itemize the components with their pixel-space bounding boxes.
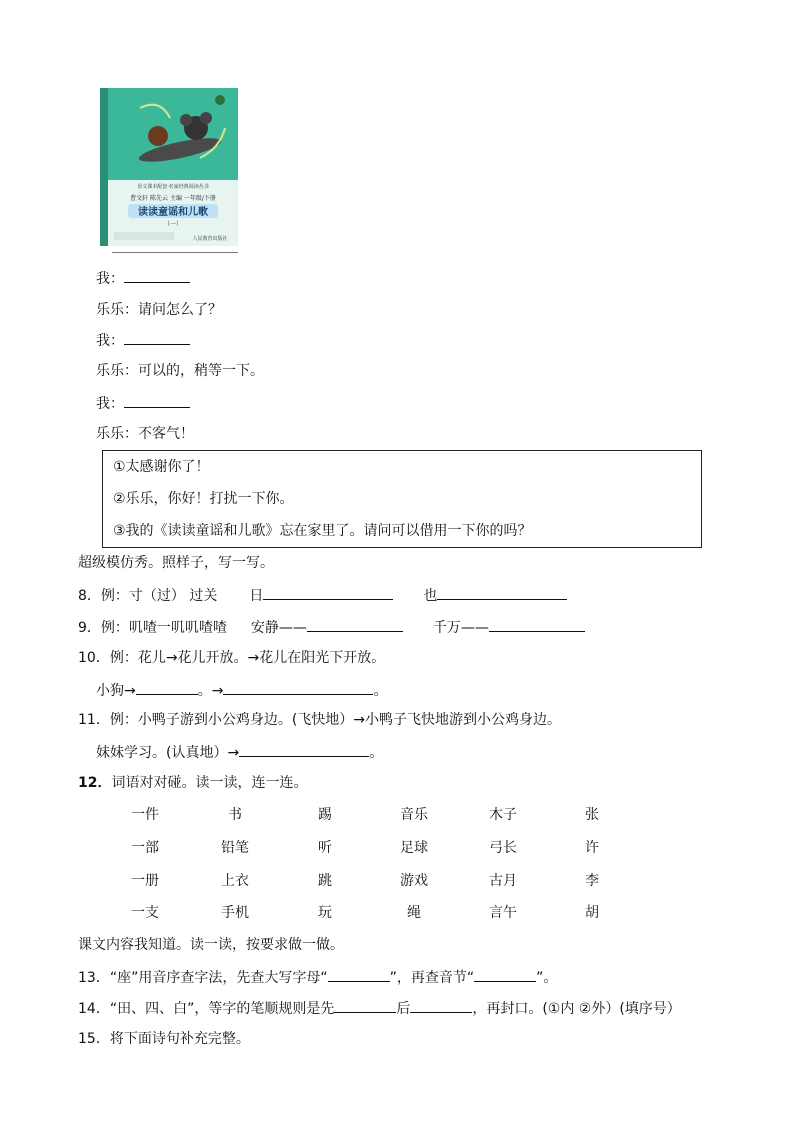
book-volume: （一）	[163, 221, 183, 228]
word[interactable]: 言午	[489, 905, 517, 921]
dialogue-line-3: 我：	[96, 330, 190, 351]
word[interactable]: 书	[228, 807, 242, 823]
word[interactable]: 一册	[131, 873, 159, 889]
answer-blank[interactable]	[124, 330, 190, 345]
answer-blank[interactable]	[474, 967, 536, 982]
question-13: 13．“座”用音序查字法，先查大写字母“ ”，再查音节“ ”。	[78, 967, 557, 988]
answer-blank[interactable]	[307, 617, 403, 632]
dialogue-line-1: 我：	[96, 268, 190, 289]
dialogue-line-5: 我：	[96, 393, 190, 414]
word[interactable]: 木子	[489, 807, 517, 823]
word[interactable]: 玩	[318, 905, 332, 921]
book-underline	[112, 252, 238, 253]
question-10-answer: 小狗→ 。→ 。	[96, 680, 387, 701]
question-14: 14．“田、四、白”，等字的笔顺规则是先 后 ，再封口。(①内 ②外）(填序号）	[78, 998, 681, 1019]
word[interactable]: 上衣	[221, 873, 249, 889]
answer-blank[interactable]	[328, 967, 390, 982]
word[interactable]: 胡	[585, 905, 599, 921]
section-text-heading: 课文内容我知道。读一读，按要求做一做。	[78, 937, 344, 953]
book-title: 读读童谣和儿歌	[138, 207, 208, 218]
word[interactable]: 绳	[407, 905, 421, 921]
answer-blank[interactable]	[124, 393, 190, 408]
answer-blank[interactable]	[136, 680, 198, 695]
question-11: 11．例：小鸭子游到小公鸡身边。(飞快地）→小鸭子飞快地游到小公鸡身边。	[78, 712, 562, 728]
question-11-answer: 妹妹学习。(认真地）→ 。	[96, 742, 383, 763]
word[interactable]: 手机	[221, 905, 249, 921]
answer-blank[interactable]	[124, 268, 190, 283]
word[interactable]: 跳	[318, 873, 332, 889]
section-imitate-heading: 超级模仿秀。照样子，写一写。	[78, 555, 274, 571]
answer-blank[interactable]	[223, 680, 373, 695]
answer-blank[interactable]	[239, 742, 369, 757]
question-9: 9．例：叽喳一叽叽喳喳 安静—— 千万——	[78, 617, 585, 638]
word[interactable]: 古月	[489, 873, 517, 889]
word[interactable]: 李	[585, 873, 599, 889]
book-authors: 曹文轩 陈先云 主编 一年级/下册	[130, 195, 216, 202]
answer-blank[interactable]	[489, 617, 585, 632]
word[interactable]: 听	[318, 840, 332, 856]
question-12: 12．词语对对碰。读一读，连一连。	[78, 775, 308, 791]
answer-blank[interactable]	[437, 585, 567, 600]
word[interactable]: 一部	[131, 840, 159, 856]
option-1: ①太感谢你了！	[113, 459, 210, 475]
word[interactable]: 足球	[400, 840, 428, 856]
option-3: ③我的《读读童谣和儿歌》忘在家里了。请问可以借用一下你的吗？	[113, 523, 532, 539]
word[interactable]: 许	[585, 840, 599, 856]
question-8: 8．例：寸（过） 过关 日 也	[78, 585, 567, 606]
word[interactable]: 张	[585, 807, 599, 823]
word[interactable]: 音乐	[400, 807, 428, 823]
dialogue-line-2: 乐乐：请问怎么了？	[96, 302, 222, 318]
word[interactable]: 一支	[131, 905, 159, 921]
answer-blank[interactable]	[263, 585, 393, 600]
book-publisher: 人民教育出版社	[192, 236, 228, 242]
word[interactable]: 一件	[131, 807, 159, 823]
dialogue-line-6: 乐乐：不客气！	[96, 426, 194, 442]
book-cover-image	[100, 88, 238, 246]
dialogue-line-4: 乐乐：可以的，稍等一下。	[96, 363, 264, 379]
option-2: ②乐乐，你好！打扰一下你。	[113, 491, 294, 507]
word[interactable]: 游戏	[400, 873, 428, 889]
word[interactable]: 铅笔	[221, 840, 249, 856]
word[interactable]: 踢	[318, 807, 332, 823]
answer-blank[interactable]	[334, 998, 396, 1013]
word[interactable]: 弓长	[489, 840, 517, 856]
book-top-text: 语文课本配套·名家经典阅读丛书	[137, 184, 209, 190]
question-10: 10．例：花儿→花儿开放。→花儿在阳光下开放。	[78, 650, 386, 666]
options-box	[102, 450, 702, 548]
question-15: 15．将下面诗句补充完整。	[78, 1031, 250, 1047]
answer-blank[interactable]	[410, 998, 472, 1013]
